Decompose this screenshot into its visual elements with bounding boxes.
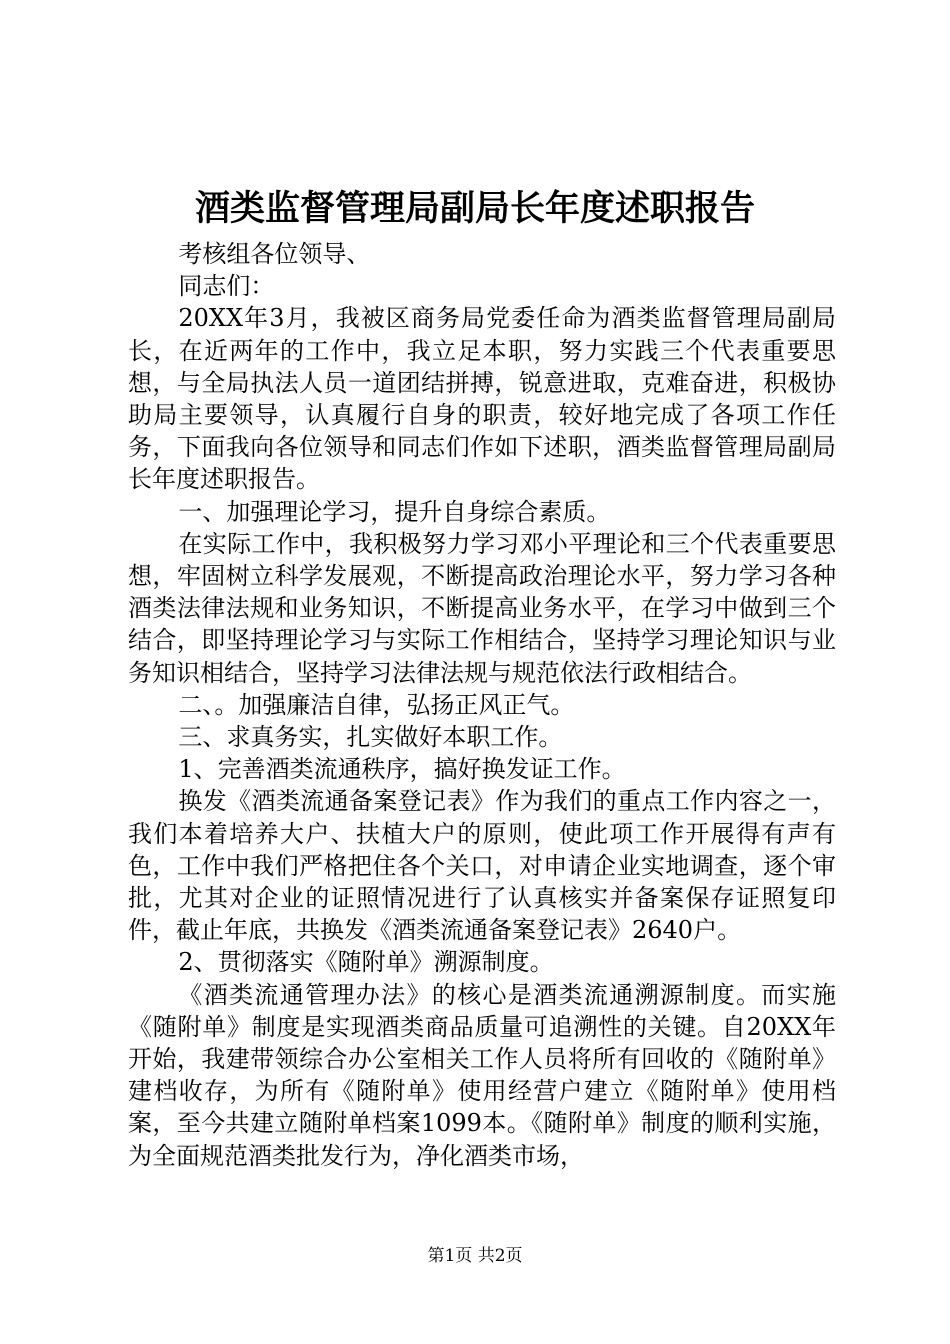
document-title: 酒类监督管理局副局长年度述职报告 [194,188,755,229]
salutation-line-2: 同志们： [178,272,275,301]
subsection-heading: 1、完善酒类流通秩序，搞好换发证工作。 [178,755,626,784]
body-paragraph: 20XX年3月，我被区商务局党委任命为酒类监督管理局副局长，在近两年的工作中，我立足本职，努力实践三个代表重要思想，与全局执法人员一道团结拼搏，锐意进取，克难奋进，积极协助局主要领导，认真履行自身的职责，较好地完成了各项工作任务，下面我向各位领导和同志们作如下述职，酒类监督管理局副局长年度述职报告。 [128,304,836,494]
body-paragraph: 《酒类流通管理办法》的核心是酒类流通溯源制度。而实施《随附单》制度是实现酒类商品质量可追溯性的关键。自20XX年开始，我建带领综合办公室相关工作人员将所有回收的《随附单》建档收存，为所有《随附单》使用经营户建立《随附单》使用档案，至今共建立随附单档案1099本。《随附单》制度的顺利实施，为全面规范酒类批发行为，净化酒类市场， [128,980,836,1170]
section-heading: 二、。加强廉洁自律，弘扬正风正气。 [178,690,575,719]
page-footer: 第1页 共2页 [427,1246,523,1266]
body-paragraph: 在实际工作中，我积极努力学习邓小平理论和三个代表重要思想，牢固树立科学发展观，不断提高政治理论水平，努力学习各种酒类法律法规和业务知识，不断提高业务水平，在学习中做到三个结合，即坚持理论学习与实际工作相结合，坚持学习理论知识与业务知识相结合，坚持学习法律法规与规范依法行政相结合。 [128,529,836,687]
section-heading: 一、加强理论学习，提升自身综合素质。 [178,497,611,526]
subsection-heading: 2、贯彻落实《随附单》溯源制度。 [178,948,554,977]
body-paragraph: 换发《酒类流通备案登记表》作为我们的重点工作内容之一，我们本着培养大户、扶植大户的原则，使此项工作开展得有声有色，工作中我们严格把住各个关口，对申请企业实地调查，逐个审批，尤其对企业的证照情况进行了认真核实并备案保存证照复印件，截止年底，共换发《酒类流通备案登记表》2640户。 [128,787,836,945]
salutation-line-1: 考核组各位领导、 [178,240,371,268]
document-body [128,238,836,1172]
section-heading: 三、求真务实，扎实做好本职工作。 [178,723,563,752]
